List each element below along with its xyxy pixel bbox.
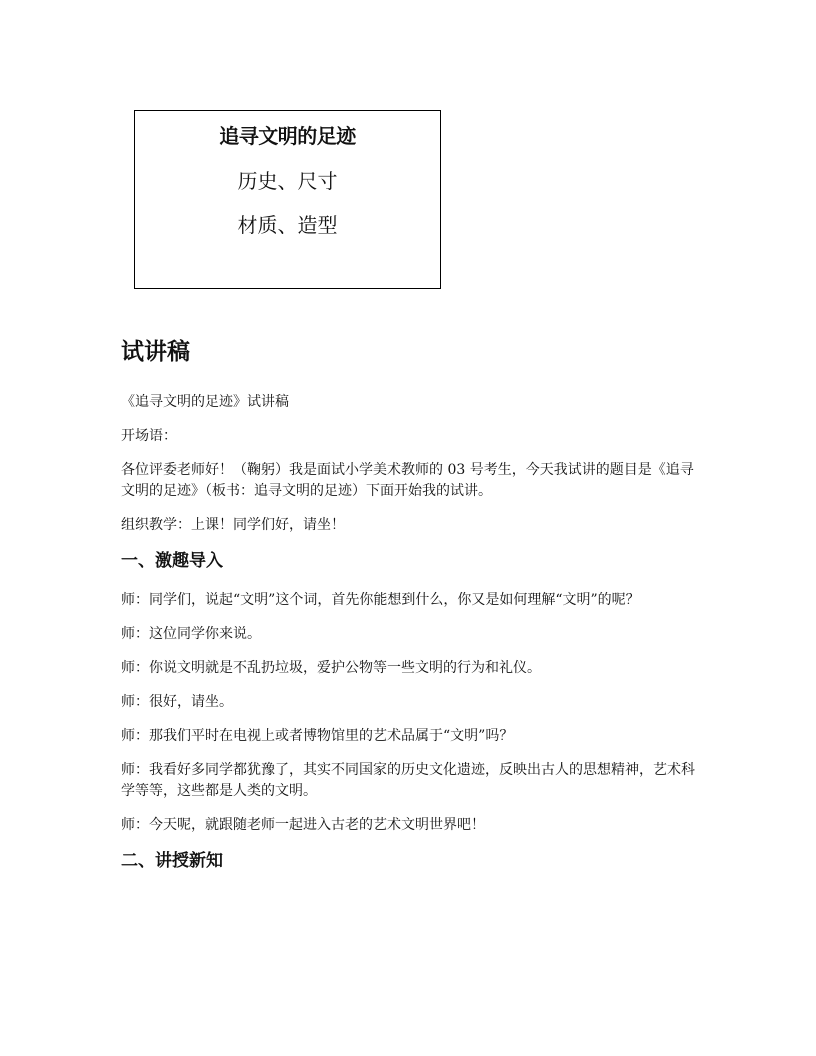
section-heading-intro: 一、激趣导入 [121, 551, 223, 571]
opening-label: 开场语： [121, 428, 177, 444]
document-heading: 试讲稿 [121, 339, 190, 365]
blackboard-design-box [134, 110, 441, 289]
opening-text: 各位评委老师好！（鞠躬）我是面试小学美术教师的 03 号考生，今天我试讲的题目是《追寻文明的足迹》（板书：追寻文明的足迹）下面开始我的试讲。 [121, 462, 694, 499]
board-line-material-shape: 材质、造型 [237, 213, 338, 237]
board-line-history-size: 历史、尺寸 [237, 169, 338, 193]
organize-teaching: 组织教学：上课！同学们好，请坐！ [121, 517, 345, 533]
board-title: 追寻文明的足迹 [219, 124, 356, 148]
dialogue-paragraph: 师：我看好多同学都犹豫了，其实不同国家的历史文化遗迹，反映出古人的思想精神，艺术科学等等，这些都是人类的文明。 [121, 762, 695, 799]
dialogue-paragraph: 师：这位同学你来说。 [121, 626, 261, 642]
dialogue-paragraph: 师：今天呢，就跟随老师一起进入古老的艺术文明世界吧！ [121, 817, 485, 833]
section-heading-new-knowledge: 二、讲授新知 [121, 851, 223, 871]
dialogue-paragraph: 师：你说文明就是不乱扔垃圾，爱护公物等一些文明的行为和礼仪。 [121, 660, 541, 676]
document-body [121, 336, 701, 890]
dialogue-paragraph: 师：那我们平时在电视上或者博物馆里的艺术品属于“文明”吗？ [121, 728, 514, 744]
document-subtitle: 《追寻文明的足迹》试讲稿 [121, 394, 289, 410]
dialogue-paragraph: 师：同学们，说起“文明”这个词，首先你能想到什么，你又是如何理解“文明”的呢？ [121, 592, 640, 608]
dialogue-paragraph: 师：很好，请坐。 [121, 694, 233, 710]
